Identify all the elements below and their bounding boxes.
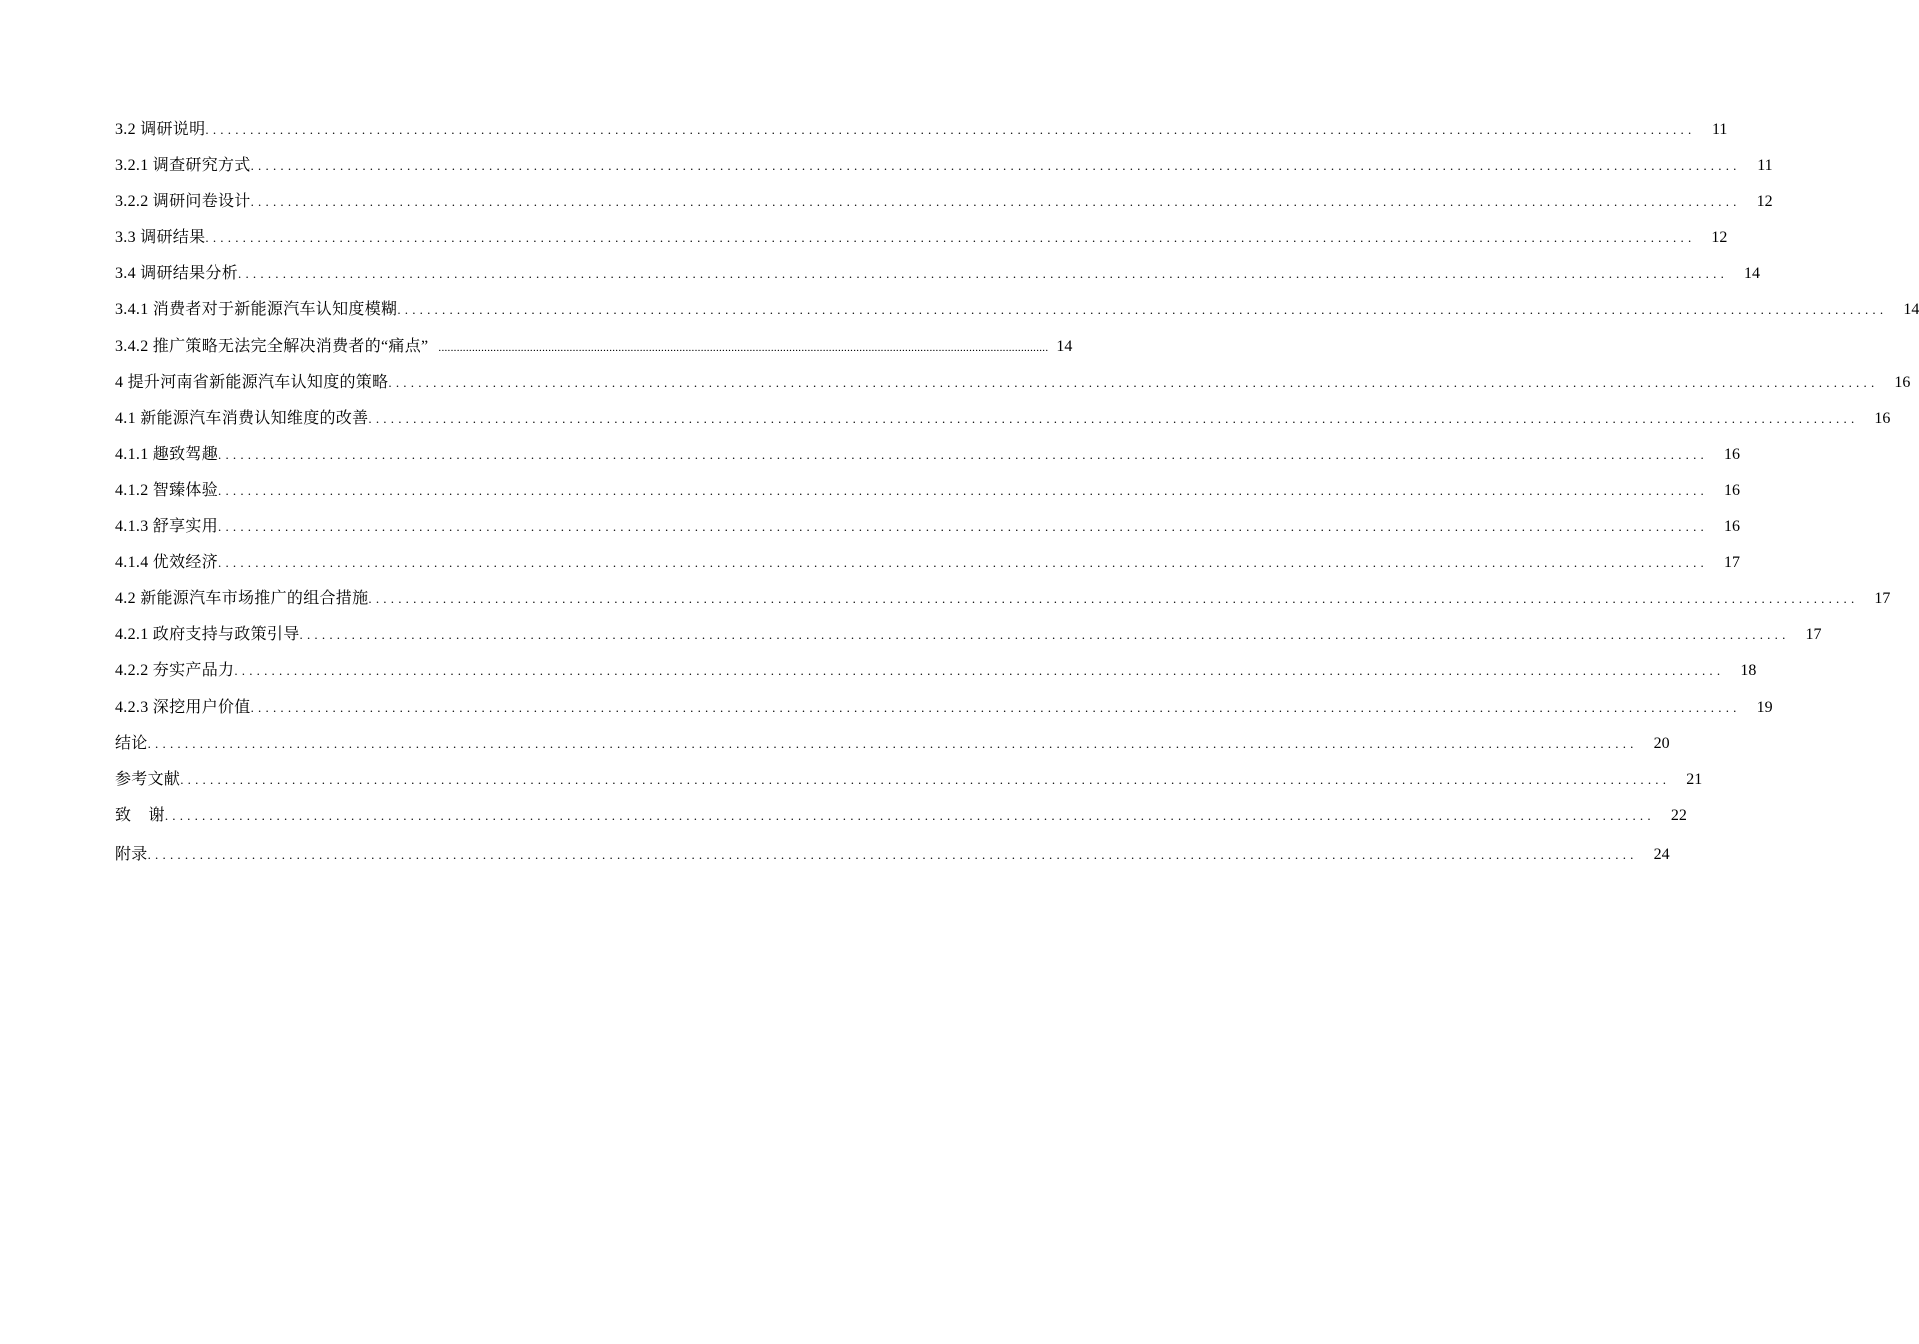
table-of-contents bbox=[115, 118, 1919, 879]
toc-entry[interactable] bbox=[115, 479, 1740, 515]
toc-entry[interactable] bbox=[115, 371, 1911, 407]
toc-dot-leader: ........................................................................................................................................................................................................ bbox=[180, 771, 1671, 787]
toc-entry[interactable] bbox=[115, 335, 1073, 371]
toc-entry[interactable] bbox=[115, 804, 1687, 840]
toc-dot-leader: ........................................................................................................................................................................................................ bbox=[205, 230, 1696, 246]
toc-entry[interactable] bbox=[115, 298, 1919, 334]
toc-dot-leader: ........................................................................................................................................................................................................ bbox=[218, 555, 1708, 571]
toc-entry[interactable] bbox=[115, 226, 1728, 262]
toc-entry[interactable] bbox=[115, 154, 1773, 190]
toc-dot-leader: ........................................................................................................................................................................................................ bbox=[250, 158, 1741, 174]
toc-entry-title: 3.2 调研说明 bbox=[115, 121, 206, 138]
toc-entry[interactable] bbox=[115, 843, 1670, 879]
toc-entry[interactable] bbox=[115, 732, 1670, 768]
toc-dot-leader: ........................................................................................................................................................................................................ bbox=[238, 266, 1729, 282]
toc-dot-leader: ........................................................................................................................................................................................................ bbox=[234, 663, 1725, 679]
toc-dot-leader: ........................................................................................................................................................................................................ bbox=[218, 482, 1708, 498]
toc-entry-page: 14 bbox=[1903, 301, 1919, 319]
toc-entry-page: 20 bbox=[1653, 734, 1670, 752]
toc-entry-page: 11 bbox=[1757, 157, 1773, 175]
toc-entry-page: 16 bbox=[1894, 373, 1911, 391]
toc-dot-leader: ........................................................................................................................................................................................................ bbox=[438, 341, 1049, 354]
toc-entry-title: 4.1.4 优效经济 bbox=[115, 554, 218, 572]
toc-entry-title: 结论 bbox=[115, 734, 148, 752]
toc-entry-title: 3.4.2 推广策略无法完全解决消费者的“痛点” bbox=[115, 337, 429, 355]
toc-entry-title: 附录 bbox=[115, 845, 148, 863]
toc-dot-leader: ........................................................................................................................................................................................................ bbox=[397, 302, 1888, 318]
toc-dot-leader: ........................................................................................................................................................................................................ bbox=[368, 591, 1859, 607]
toc-entry-title: 4.1.2 智臻体验 bbox=[115, 481, 218, 499]
toc-entry[interactable] bbox=[115, 696, 1773, 732]
toc-entry[interactable] bbox=[115, 515, 1740, 551]
toc-entry-page: 12 bbox=[1711, 229, 1728, 247]
toc-entry-title: 参考文献 bbox=[115, 770, 181, 788]
toc-dot-leader: ........................................................................................................................................................................................................ bbox=[147, 735, 1638, 751]
toc-dot-leader: ........................................................................................................................................................................................................ bbox=[205, 122, 1696, 137]
toc-entry-page: 19 bbox=[1756, 698, 1773, 716]
toc-entry-page: 24 bbox=[1653, 845, 1670, 863]
toc-entry-title: 4.1.1 趣致驾趣 bbox=[115, 445, 218, 463]
toc-dot-leader: ........................................................................................................................................................................................................ bbox=[147, 846, 1638, 862]
toc-dot-leader: ........................................................................................................................................................................................................ bbox=[164, 807, 1655, 823]
toc-entry-title: 4.2.2 夯实产品力 bbox=[115, 662, 235, 680]
toc-entry[interactable] bbox=[115, 190, 1773, 226]
toc-entry-page: 16 bbox=[1724, 481, 1740, 499]
toc-entry[interactable] bbox=[115, 659, 1757, 695]
toc-entry-page: 21 bbox=[1686, 770, 1703, 788]
toc-entry-page: 17 bbox=[1724, 554, 1740, 572]
toc-entry-page: 18 bbox=[1740, 662, 1757, 680]
toc-entry[interactable] bbox=[115, 407, 1891, 443]
toc-entry-page: 16 bbox=[1724, 445, 1740, 463]
toc-entry-title: 3.2.1 调查研究方式 bbox=[115, 157, 251, 175]
toc-dot-leader: ........................................................................................................................................................................................................ bbox=[218, 519, 1708, 535]
toc-entry-title: 4.2 新能源汽车市场推广的组合措施 bbox=[115, 590, 369, 608]
toc-entry[interactable] bbox=[115, 768, 1703, 804]
toc-entry[interactable] bbox=[115, 587, 1891, 623]
toc-entry-title: 3.4.1 消费者对于新能源汽车认知度模糊 bbox=[115, 301, 398, 319]
toc-entry[interactable] bbox=[115, 623, 1822, 659]
toc-entry-page: 11 bbox=[1712, 121, 1728, 138]
toc-entry[interactable] bbox=[115, 443, 1740, 479]
toc-entry-page: 16 bbox=[1874, 409, 1891, 427]
toc-entry-title: 4 提升河南省新能源汽车认知度的策略 bbox=[115, 373, 389, 391]
toc-entry-title: 4.2.1 政府支持与政策引导 bbox=[115, 626, 300, 644]
toc-entry[interactable] bbox=[115, 551, 1740, 587]
toc-dot-leader: ........................................................................................................................................................................................................ bbox=[388, 374, 1879, 390]
toc-entry-page: 14 bbox=[1056, 337, 1073, 355]
toc-entry-title: 4.1 新能源汽车消费认知维度的改善 bbox=[115, 409, 369, 427]
toc-dot-leader: ........................................................................................................................................................................................................ bbox=[368, 410, 1859, 426]
toc-dot-leader: ........................................................................................................................................................................................................ bbox=[299, 627, 1790, 643]
toc-entry-title: 致 谢 bbox=[115, 806, 165, 824]
toc-dot-leader: ........................................................................................................................................................................................................ bbox=[218, 446, 1708, 462]
toc-entry-title: 3.2.2 调研问卷设计 bbox=[115, 193, 251, 211]
toc-entry[interactable] bbox=[115, 118, 1728, 154]
toc-entry-page: 17 bbox=[1874, 590, 1891, 608]
toc-dot-leader: ........................................................................................................................................................................................................ bbox=[250, 699, 1741, 715]
toc-entry-title: 4.2.3 深挖用户价值 bbox=[115, 698, 251, 716]
toc-dot-leader: ........................................................................................................................................................................................................ bbox=[250, 194, 1741, 210]
toc-entry-title: 3.4 调研结果分析 bbox=[115, 265, 239, 283]
toc-entry[interactable] bbox=[115, 262, 1761, 298]
toc-entry-title: 4.1.3 舒享实用 bbox=[115, 518, 218, 536]
toc-entry-page: 22 bbox=[1670, 806, 1687, 824]
toc-entry-page: 17 bbox=[1805, 626, 1822, 644]
toc-entry-page: 16 bbox=[1724, 518, 1740, 536]
toc-entry-page: 12 bbox=[1756, 193, 1773, 211]
toc-entry-title: 3.3 调研结果 bbox=[115, 229, 206, 247]
toc-entry-page: 14 bbox=[1744, 265, 1761, 283]
